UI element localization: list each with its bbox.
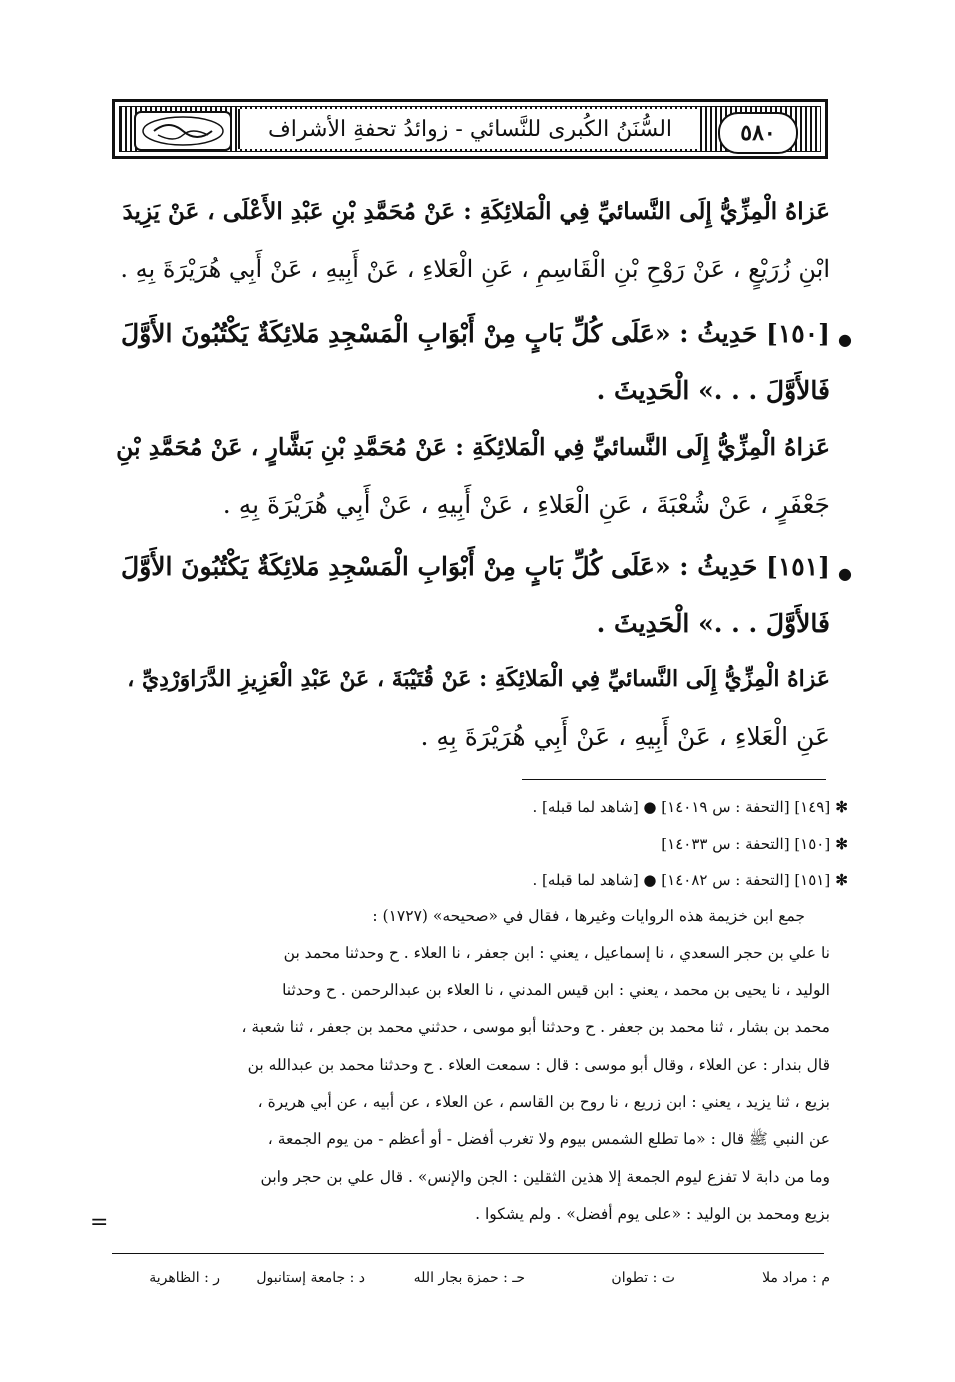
publisher-emblem-icon	[134, 111, 232, 151]
legend-item-d: د : جامعة إستانبول	[256, 1270, 365, 1286]
legend-item-m: م : مراد ملا	[762, 1270, 830, 1286]
commentary-line-3: الوليد ، نا يحيى بن محمد ، يعني : ابن قيس المدني ، نا العلاء بن عبدالرحمن . ح وحدثنا	[282, 981, 830, 999]
footnote-151-text: [١٥١] [التحفة : س ١٤٠٨٢] ● [شاهد لما قبله] .	[532, 871, 831, 889]
hadith-151-title-cont: فَالأَوَّلَ . . .» الْحَدِيثَ .	[596, 609, 830, 638]
commentary-line-5: قال بندار : عن العلاء ، وقال أبو موسى : قال : سمعت العلاء . ح وحدثنا محمد بن عبدالله بن	[247, 1056, 830, 1074]
continuation-mark: =	[90, 1210, 109, 1235]
footnote-149-text: [١٤٩] [التحفة : س ١٤٠١٩] ● [شاهد لما قبله] .	[532, 798, 831, 816]
commentary-line-2: نا علي بن حجر السعدي ، نا إسماعيل ، يعني : ابن جعفر ، نا العلاء . ح وحدثنا محمد بن	[283, 944, 830, 962]
asterisk-icon: ✻	[830, 871, 848, 889]
legend-item-h: حـ : حمزة بجار الله	[413, 1270, 525, 1286]
hadith-150-title-cont: فَالأَوَّلَ . . .» الْحَدِيثَ .	[596, 376, 830, 405]
footnote-separator	[522, 779, 826, 780]
footnote-149	[532, 800, 848, 815]
page-header	[112, 99, 828, 159]
page-number-box	[718, 112, 798, 154]
commentary-line-6: بزيع ، ثنا يزيد ، يعني : ابن زريع ، نا روح بن القاسم ، عن العلاء ، عن أبيه ، عن أبي هريرة ،	[257, 1093, 830, 1111]
bullet-icon: ●	[838, 564, 852, 583]
text-line-2: ابْنِ زُرَيْعٍ ، عَنْ رَوْحِ بْنِ الْقَاسِمِ ، عَنِ الْعَلاءِ ، عَنْ أَبِيهِ ، عَنْ أَبِي هُرَيْرَةَ بِهِ .	[120, 255, 830, 283]
footnote-150-text: [١٥٠] [التحفة : س ١٤٠٣٣]	[661, 835, 831, 853]
asterisk-icon: ✻	[830, 835, 848, 853]
hadith-150-title: [١٥٠] حَدِيثُ : «عَلَى كُلِّ بَابٍ مِنْ أَبْوَابِ الْمَسْجِدِ مَلائِكَةٌ يَكْتُبُونَ الأَوَّلَ	[121, 319, 830, 348]
commentary-line-7: عن النبي ﷺ قال : «ما تطلع الشمس بيوم ولا تغرب أفضل - أو أعظم - من يوم الجمعة ،	[267, 1130, 830, 1148]
header-pattern	[119, 106, 821, 152]
text-line-6: جَعْفَرٍ ، عَنْ شُعْبَةَ ، عَنِ الْعَلاءِ ، عَنْ أَبِيهِ ، عَنْ أَبِي هُرَيْرَةَ بِهِ .	[222, 490, 830, 519]
header-title: السُّنَنُ الكُبرى للنَّسائي - زوائدُ تحفةِ الأشراف	[267, 116, 673, 142]
text-line-9: عَزاهُ الْمِزِّيُّ إِلَى النَّسائيِّ فِي الْمَلائِكَةِ : عَنْ قُتَيْبَةَ ، عَنْ عَبْدِ الْعَزِيزِ الدَّرَاوَرْدِيِّ ،	[127, 666, 830, 692]
bullet-icon: ●	[838, 330, 852, 349]
text-line-1: عَزاهُ الْمِزِّيُّ إِلَى النَّسائيِّ فِي الْمَلائِكَةِ : عَنْ مُحَمَّدِ بْنِ عَبْدِ الأَعْلَى ، عَنْ يَزِيدَ	[122, 198, 830, 225]
footnote-150	[661, 837, 848, 852]
footnote-151	[532, 873, 848, 888]
text-line-5: عَزاهُ الْمِزِّيُّ إِلَى النَّسائيِّ فِي الْمَلائِكَةِ : عَنْ مُحَمَّدِ بْنِ بَشَّارٍ ، عَنْ مُحَمَّدِ بْنِ	[116, 433, 830, 461]
legend-separator	[112, 1253, 824, 1254]
commentary-line-8: وما من دابة لا تفزع ليوم الجمعة إلا هذين الثقلين : الجن والإنس» . قال علي بن حجر وابن	[260, 1168, 830, 1186]
asterisk-icon: ✻	[830, 798, 848, 816]
page-number: ٥٨٠	[740, 120, 776, 146]
commentary-line-9: بزيع ومحمد بن الوليد : «على يوم أفضل» . ولم يشكوا .	[475, 1205, 830, 1223]
commentary-line-1: جمع ابن خزيمة هذه الروايات وغيرها ، فقال في «صحيحه» (١٧٢٧) :	[372, 907, 805, 925]
legend-item-r: ر : الظاهرية	[149, 1270, 220, 1286]
legend-item-t: ت : تطوان	[611, 1270, 675, 1286]
hadith-151-title: [١٥١] حَدِيثُ : «عَلَى كُلِّ بَابٍ مِنْ أَبْوَابِ الْمَسْجِدِ مَلائِكَةٌ يَكْتُبُونَ الأَوَّلَ	[121, 552, 830, 581]
text-line-10: عَنِ الْعَلاءِ ، عَنْ أَبِيهِ ، عَنْ أَبِي هُرَيْرَةَ بِهِ .	[420, 722, 830, 751]
commentary-line-4: محمد بن بشار ، ثنا محمد بن جعفر . ح وحدثنا أبو موسى ، حدثني محمد بن جعفر ، ثنا شعبة ،	[241, 1018, 830, 1036]
header-title-box	[238, 109, 702, 149]
